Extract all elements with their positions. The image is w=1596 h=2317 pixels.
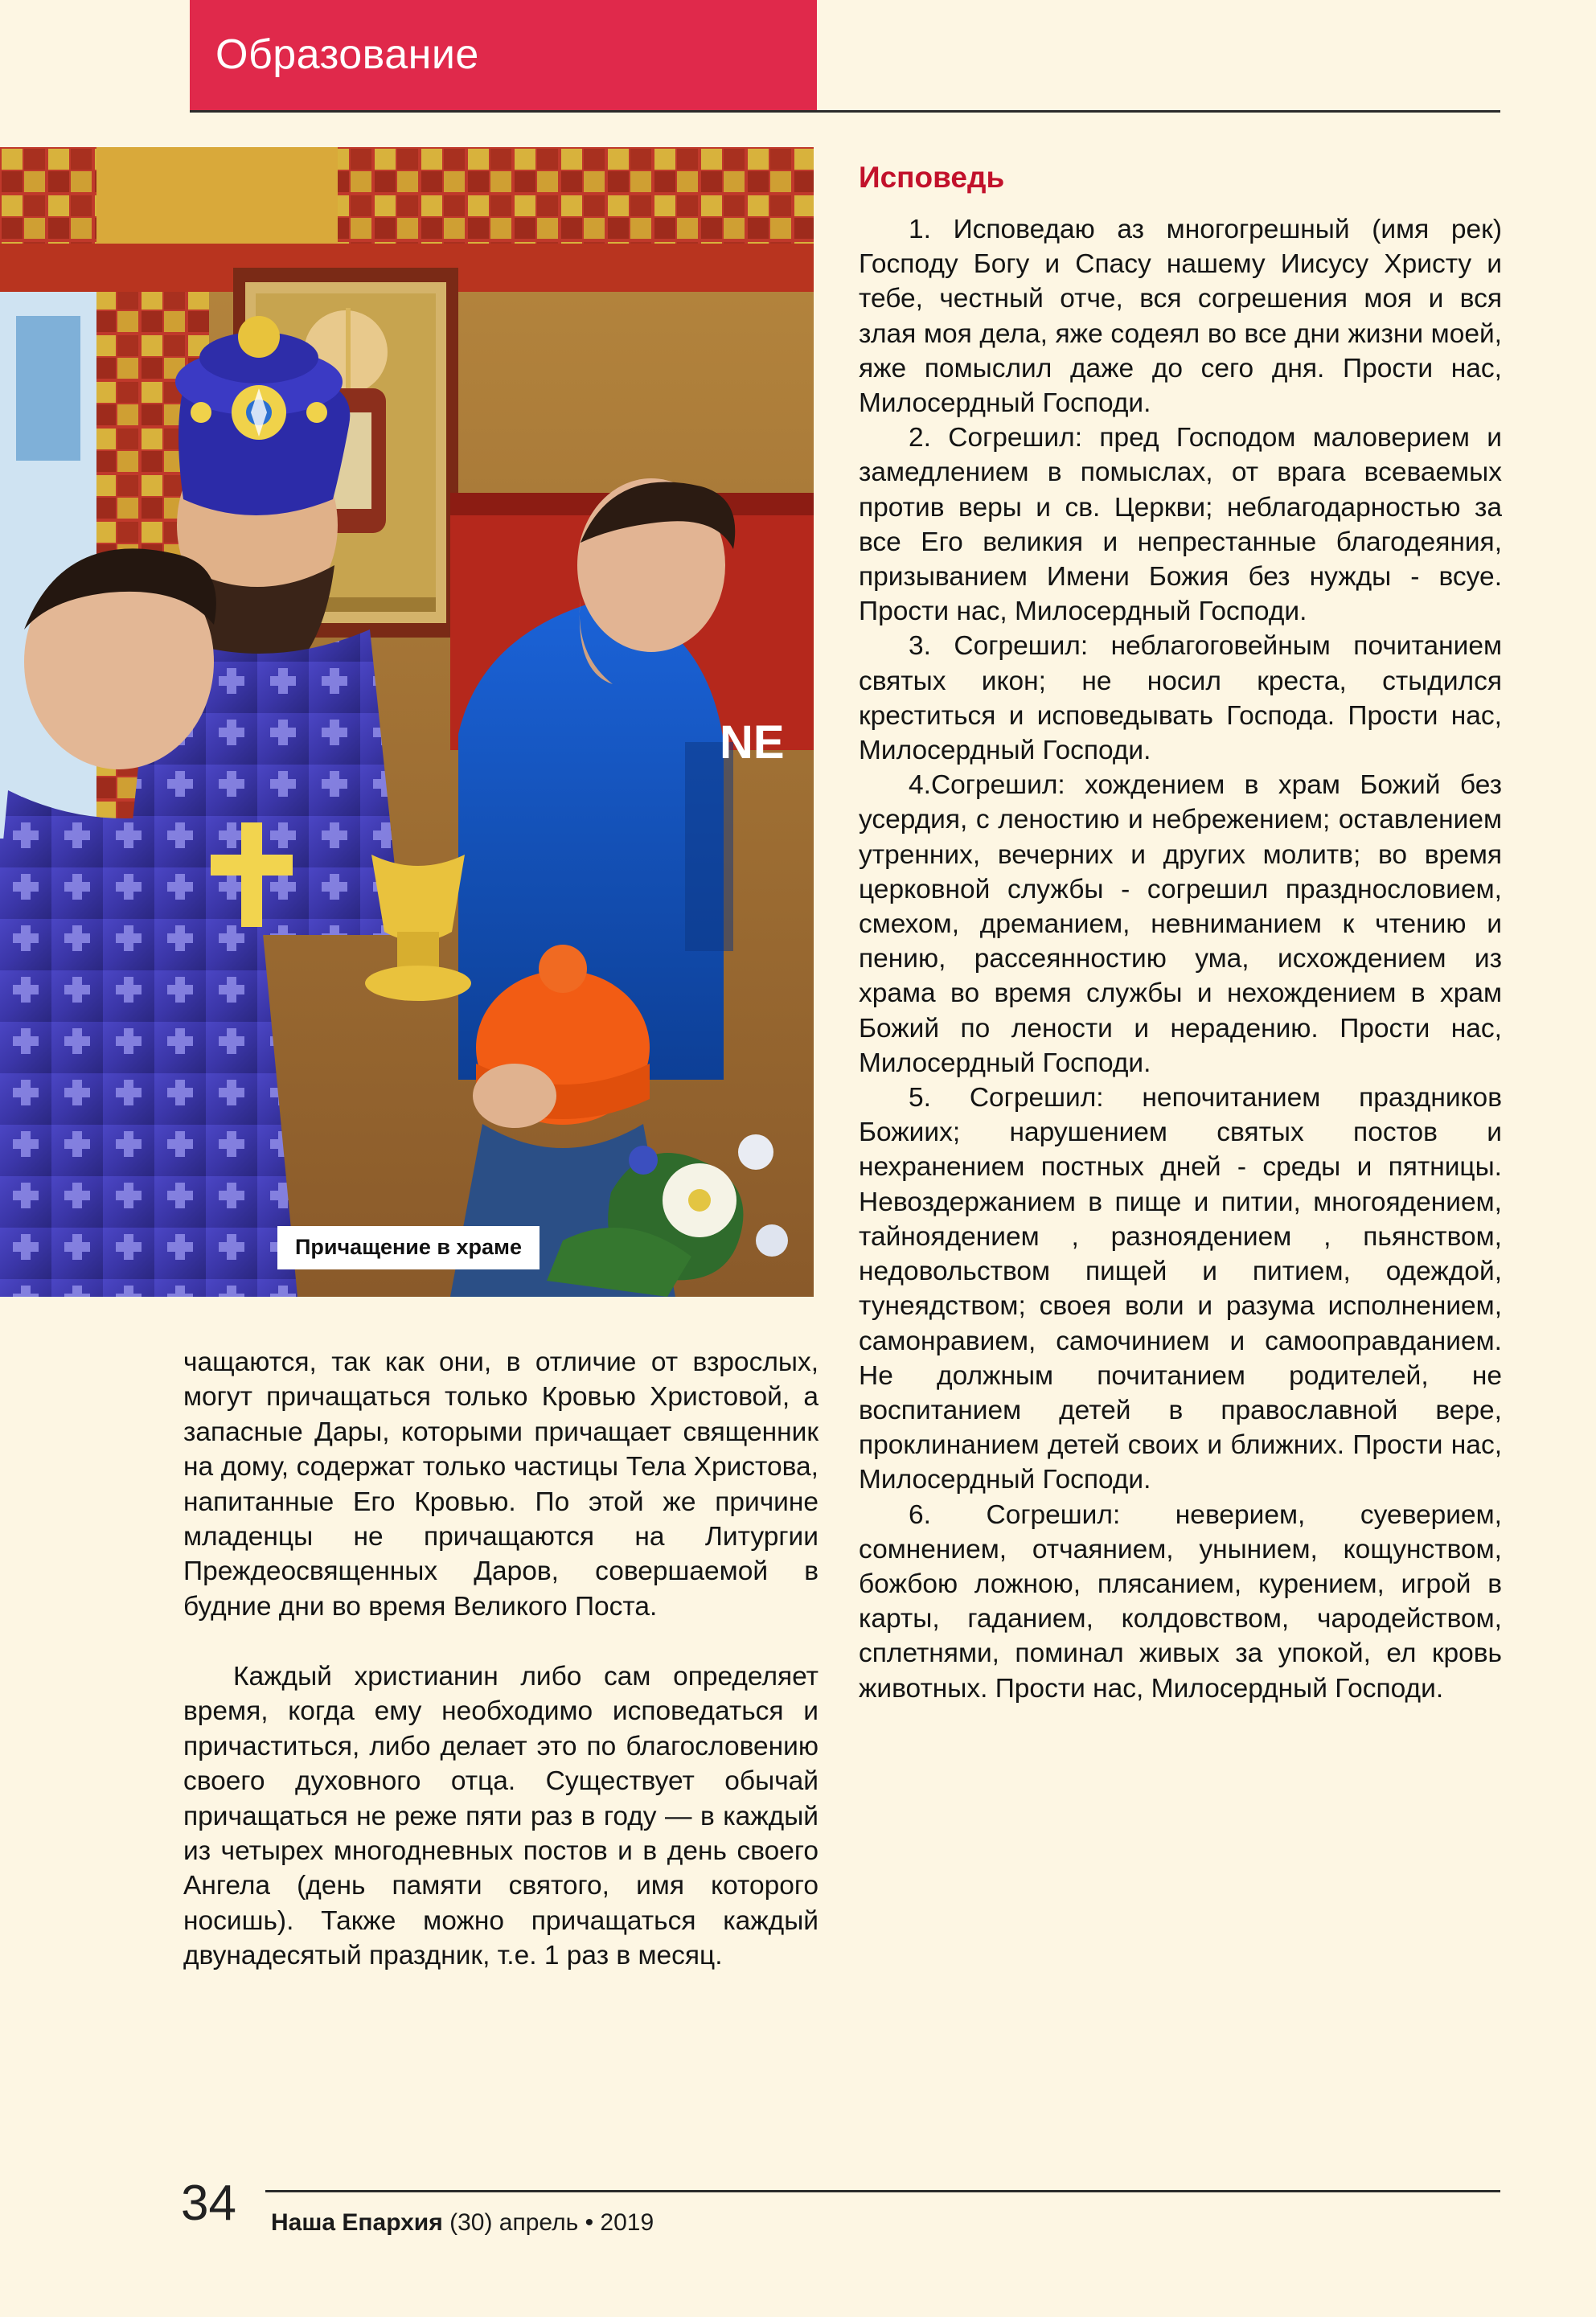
svg-text:NE: NE bbox=[720, 716, 785, 769]
right-paragraph-6: 6. Согрешил: неверием, суеверием, сомнением, отчаянием, унынием, кощунством, божбою ложною, плясанием, курением, игрой в карты, гаданием, колдовством, чародейством, сплетнями, поминал живых за упокой, ел кровь животных. Прости нас, Милосердный Господи. bbox=[859, 1499, 1502, 1704]
header-divider bbox=[190, 110, 1500, 113]
article-photo bbox=[0, 147, 814, 1297]
page-number: 34 bbox=[181, 2176, 236, 2231]
right-text-column bbox=[859, 161, 1502, 1706]
photo-caption: Причащение в храме bbox=[277, 1226, 540, 1269]
subsection-title: Исповедь bbox=[859, 161, 1005, 194]
left-paragraph-2: Каждый христианин либо сам определяет время, когда ему необходимо исповедаться и причаститься, либо делает это по благословению своего духовного отца. Существует обычай причащаться не реже пяти раз в году — в каждый из четырех многодневных постов и в день своего Ангела (день памяти святого, имя которого носишь). Также можно причащаться каждый двунадесятый праздник, т.е. 1 раз в месяц. bbox=[183, 1662, 819, 1970]
footer-divider bbox=[265, 2190, 1500, 2192]
left-paragraph-1: чащаются, так как они, в отличие от взрослых, могут причащаться только Кровью Христовой, а запасные Дары, которыми причащает священник на дому, содержат только частицы Тела Христова, напитанные Его Кровью. По этой же причине младенцы не причащаются на Литургии Преждеосвященных Даров, совершаемой в будние дни во время Великого Поста. bbox=[183, 1347, 819, 1622]
photo-illustration bbox=[0, 147, 814, 1297]
footer-imprint bbox=[271, 2209, 654, 2237]
right-paragraph-4: 4.Согрешил: хождением в храм Божий без усердия, с леностию и небрежением; оставлением утренних, вечерних и других молитв; во время церковной службы - согрешил празднословием, смехом, дреманием, невниманием к чтению и пению, рассеянностию ума, исхождением из храма во время службы и нехождением в храм Божий по лености и нерадению. Прости нас, Милосердный Господи. bbox=[859, 770, 1502, 1078]
footer-bullet: • bbox=[585, 2209, 594, 2236]
footer-publication: Наша Епархия bbox=[271, 2209, 443, 2236]
right-paragraph-5: 5. Согрешил: непочитанием праздников Божиих; нарушением святых постов и нехранением постных дней - среды и пятницы. Невоздержанием в пище и питии, многоядением, тайноядением , разноядением , пьянством, недовольством пищей и питием, одеждой, тунеядством; своея воли и разума исполнением, самонравием, самочинием и самооправданием. Не должным почитанием родителей, не воспитанием детей в православной вере, проклинанием детей своих и ближних. Прости нас, Милосердный Господи. bbox=[859, 1083, 1502, 1495]
left-text-column bbox=[183, 1345, 819, 1973]
footer-issue: (30) апрель bbox=[449, 2209, 579, 2236]
section-title: Образование bbox=[215, 31, 479, 78]
right-paragraph-3: 3. Согрешил: неблагоговейным почитанием святых икон; не носил креста, стыдился креститься и исповедывать Господа. Прости нас, Милосердный Господи. bbox=[859, 631, 1502, 766]
right-paragraph-2: 2. Согрешил: пред Господом маловерием и замедлением в помыслах, от врага всеваемых против веры и св. Церкви; неблагодарностью за все Его великия и непрестанные благодеяния, призыванием Имени Божия без нужды - всуе. Прости нас, Милосердный Господи. bbox=[859, 423, 1502, 627]
footer-year: 2019 bbox=[600, 2209, 654, 2236]
right-paragraph-1: 1. Исповедаю аз многогрешный (имя рек) Господу Богу и Спасу нашему Иисусу Христу и тебе, честный отче, вся согрешения моя и вся злая моя дела, яже содеял во все дни жизни моей, яже помыслил даже до сего дня. Прости нас, Милосердный Господи. bbox=[859, 215, 1502, 419]
